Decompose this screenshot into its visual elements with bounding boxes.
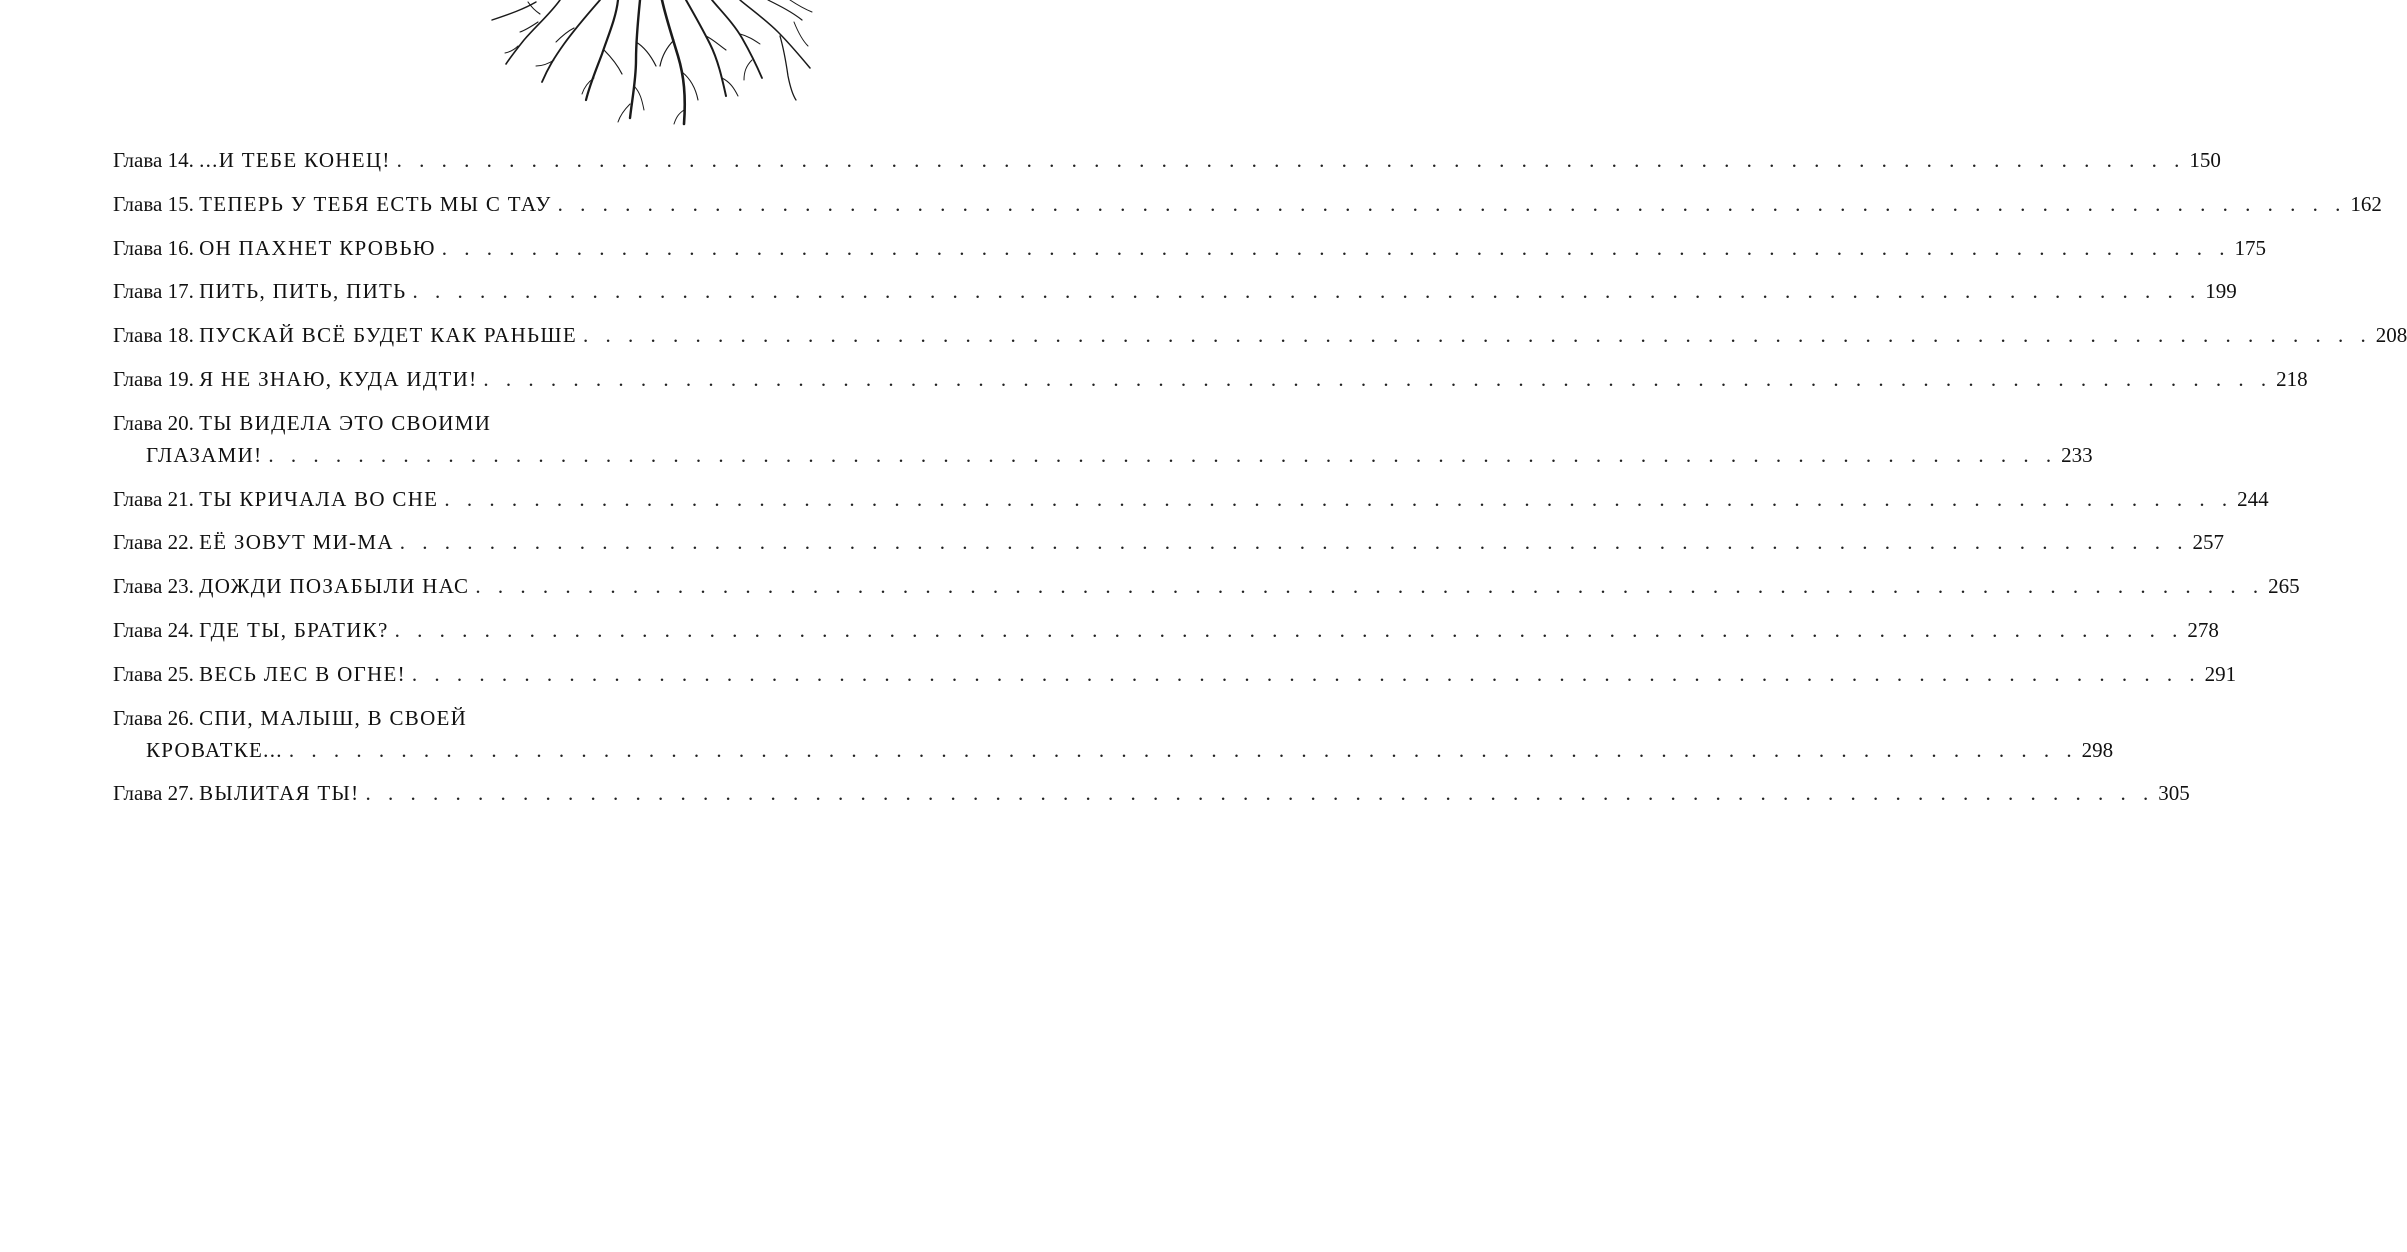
toc-entry <box>113 658 2237 690</box>
page-number: 175 <box>2234 235 2267 260</box>
chapter-label: Глава 25. <box>113 661 194 686</box>
page-number: 233 <box>2061 442 2093 467</box>
dot-leader: . . . . . . . . . . . . . . . . . . . . . . . . . . . . . . . . . . . . . . . . . . . . . . . . . . . . . . . . . . . . . . . . . . . . . . . . . . . . . . . . <box>396 148 2186 172</box>
chapter-title: ГДЕ ТЫ, БРАТИК? <box>199 617 389 642</box>
chapter-label: Глава 16. <box>113 235 194 260</box>
page-number: 150 <box>2189 148 2221 172</box>
chapter-title: ТЕПЕРЬ У ТЕБЯ ЕСТЬ МЫ С ТАУ <box>199 191 552 216</box>
page-number: 291 <box>2204 661 2237 686</box>
toc-entry <box>113 614 2219 646</box>
chapter-label: Глава 14. <box>113 148 194 172</box>
dot-leader: . . . . . . . . . . . . . . . . . . . . . . . . . . . . . . . . . . . . . . . . . . . . . . . . . . . . . . . . . . . . . . . . . . . . . . . . . . . . . . . . <box>365 781 2155 806</box>
toc-entry <box>113 570 2300 602</box>
chapter-title: ПУСКАЙ ВСЁ БУДЕТ КАК РАНЬШЕ <box>199 323 578 348</box>
toc-entry-line <box>113 144 2221 176</box>
toc-entry <box>113 144 2221 176</box>
toc-entry <box>113 319 2407 351</box>
dot-leader: . . . . . . . . . . . . . . . . . . . . . . . . . . . . . . . . . . . . . . . . . . . . . . . . . . . . . . . . . . . . . . . . . . . . . . . . . . . . . . . . <box>444 486 2234 511</box>
toc-entry <box>113 275 2237 307</box>
toc-entry-line <box>113 526 2225 558</box>
toc-entry-line <box>113 658 2237 690</box>
toc-entry <box>113 526 2225 558</box>
toc-entry <box>113 188 2382 220</box>
chapter-title: КРОВАТКЕ... <box>146 737 283 762</box>
chapter-label: Глава 21. <box>113 486 194 511</box>
page-number: 257 <box>2192 530 2225 555</box>
chapter-label: Глава 20. <box>113 410 194 435</box>
roots-illustration <box>490 0 815 130</box>
toc-entry <box>113 702 2114 766</box>
dot-leader: . . . . . . . . . . . . . . . . . . . . . . . . . . . . . . . . . . . . . . . . . . . . . . . . . . . . . . . . . . . . . . . . . . . . . . . . . . . . . . . . <box>411 661 2201 686</box>
toc-entry-line <box>113 319 2407 351</box>
toc-entry-line <box>113 702 685 734</box>
toc-entry-line <box>113 439 2093 471</box>
chapter-label: Глава 17. <box>113 279 194 304</box>
chapter-title: ...И ТЕБЕ КОНЕЦ! <box>199 148 391 172</box>
dot-leader: . . . . . . . . . . . . . . . . . . . . . . . . . . . . . . . . . . . . . . . . . . . . . . . . . . . . . . . . . . . . . . . . . . . . . . . . . . . . . . . . <box>288 737 2078 762</box>
page-number: 298 <box>2081 737 2114 762</box>
toc-entry <box>113 777 2190 809</box>
toc-entry-line <box>113 188 2382 220</box>
dot-leader: . . . . . . . . . . . . . . . . . . . . . . . . . . . . . . . . . . . . . . . . . . . . . . . . . . . . . . . . . . . . . . . . . . . . . . . . . . . . . . . . <box>441 235 2231 260</box>
dot-leader: . . . . . . . . . . . . . . . . . . . . . . . . . . . . . . . . . . . . . . . . . . . . . . . . . . . . . . . . . . . . . . . . . . . . . . . . . . . . . . . . <box>399 530 2189 555</box>
toc-entry <box>113 483 2269 515</box>
toc-entry-line <box>113 483 2269 515</box>
toc-entry-line <box>113 570 2300 602</box>
chapter-title: ГЛАЗАМИ! <box>146 442 263 467</box>
chapter-title: ПИТЬ, ПИТЬ, ПИТЬ <box>199 279 407 304</box>
chapter-title: ВЕСЬ ЛЕС В ОГНЕ! <box>199 661 406 686</box>
dot-leader: . . . . . . . . . . . . . . . . . . . . . . . . . . . . . . . . . . . . . . . . . . . . . . . . . . . . . . . . . . . . . . . . . . . . . . . . . . . . . . . . <box>583 323 2372 348</box>
dot-leader: . . . . . . . . . . . . . . . . . . . . . . . . . . . . . . . . . . . . . . . . . . . . . . . . . . . . . . . . . . . . . . . . . . . . . . . . . . . . . . . . <box>483 366 2273 391</box>
toc-entry-line <box>113 232 2267 264</box>
page-number: 265 <box>2268 574 2300 599</box>
chapter-title: ДОЖДИ ПОЗАБЫЛИ НАС <box>199 574 470 599</box>
chapter-title: СПИ, МАЛЫШ, В СВОЕЙ <box>199 705 468 730</box>
chapter-label: Глава 19. <box>113 366 194 391</box>
chapter-label: Глава 27. <box>113 781 194 806</box>
toc-entry-line <box>113 363 2308 395</box>
chapter-title: ТЫ ВИДЕЛА ЭТО СВОИМИ <box>199 410 492 435</box>
toc-entry <box>113 407 2093 471</box>
dot-leader: . . . . . . . . . . . . . . . . . . . . . . . . . . . . . . . . . . . . . . . . . . . . . . . . . . . . . . . . . . . . . . . . . . . . . . . . . . . . . . . . <box>557 191 2347 216</box>
toc-entry <box>113 363 2308 395</box>
chapter-label: Глава 22. <box>113 530 194 555</box>
chapter-label: Глава 23. <box>113 574 194 599</box>
chapter-label: Глава 24. <box>113 617 194 642</box>
page-number: 218 <box>2276 366 2308 391</box>
table-of-contents <box>113 144 2407 821</box>
page-number: 305 <box>2158 781 2190 806</box>
toc-entry-line <box>113 777 2190 809</box>
page-number: 244 <box>2237 486 2269 511</box>
toc-entry-line <box>113 734 2114 766</box>
chapter-label: Глава 15. <box>113 191 194 216</box>
page-number: 208 <box>2375 323 2407 348</box>
page-number: 162 <box>2350 191 2382 216</box>
toc-entry-line <box>113 614 2219 646</box>
dot-leader: . . . . . . . . . . . . . . . . . . . . . . . . . . . . . . . . . . . . . . . . . . . . . . . . . . . . . . . . . . . . . . . . . . . . . . . . . . . . . . . . <box>412 279 2202 304</box>
chapter-title: ТЫ КРИЧАЛА ВО СНЕ <box>199 486 439 511</box>
chapter-title: ЕЁ ЗОВУТ МИ-МА <box>199 530 394 555</box>
toc-entry <box>113 232 2267 264</box>
page-number: 278 <box>2187 617 2219 642</box>
chapter-title: Я НЕ ЗНАЮ, КУДА ИДТИ! <box>199 366 478 391</box>
dot-leader: . . . . . . . . . . . . . . . . . . . . . . . . . . . . . . . . . . . . . . . . . . . . . . . . . . . . . . . . . . . . . . . . . . . . . . . . . . . . . . . . <box>475 574 2265 599</box>
chapter-label: Глава 18. <box>113 323 194 348</box>
dot-leader: . . . . . . . . . . . . . . . . . . . . . . . . . . . . . . . . . . . . . . . . . . . . . . . . . . . . . . . . . . . . . . . . . . . . . . . . . . . . . . . . <box>394 617 2184 642</box>
chapter-title: ОН ПАХНЕТ КРОВЬЮ <box>199 235 436 260</box>
dot-leader: . . . . . . . . . . . . . . . . . . . . . . . . . . . . . . . . . . . . . . . . . . . . . . . . . . . . . . . . . . . . . . . . . . . . . . . . . . . . . . . . <box>268 442 2058 467</box>
toc-entry-line <box>113 275 2237 307</box>
page-number: 199 <box>2205 279 2237 304</box>
chapter-title: ВЫЛИТАЯ ТЫ! <box>199 781 360 806</box>
chapter-label: Глава 26. <box>113 705 194 730</box>
toc-entry-line <box>113 407 685 439</box>
